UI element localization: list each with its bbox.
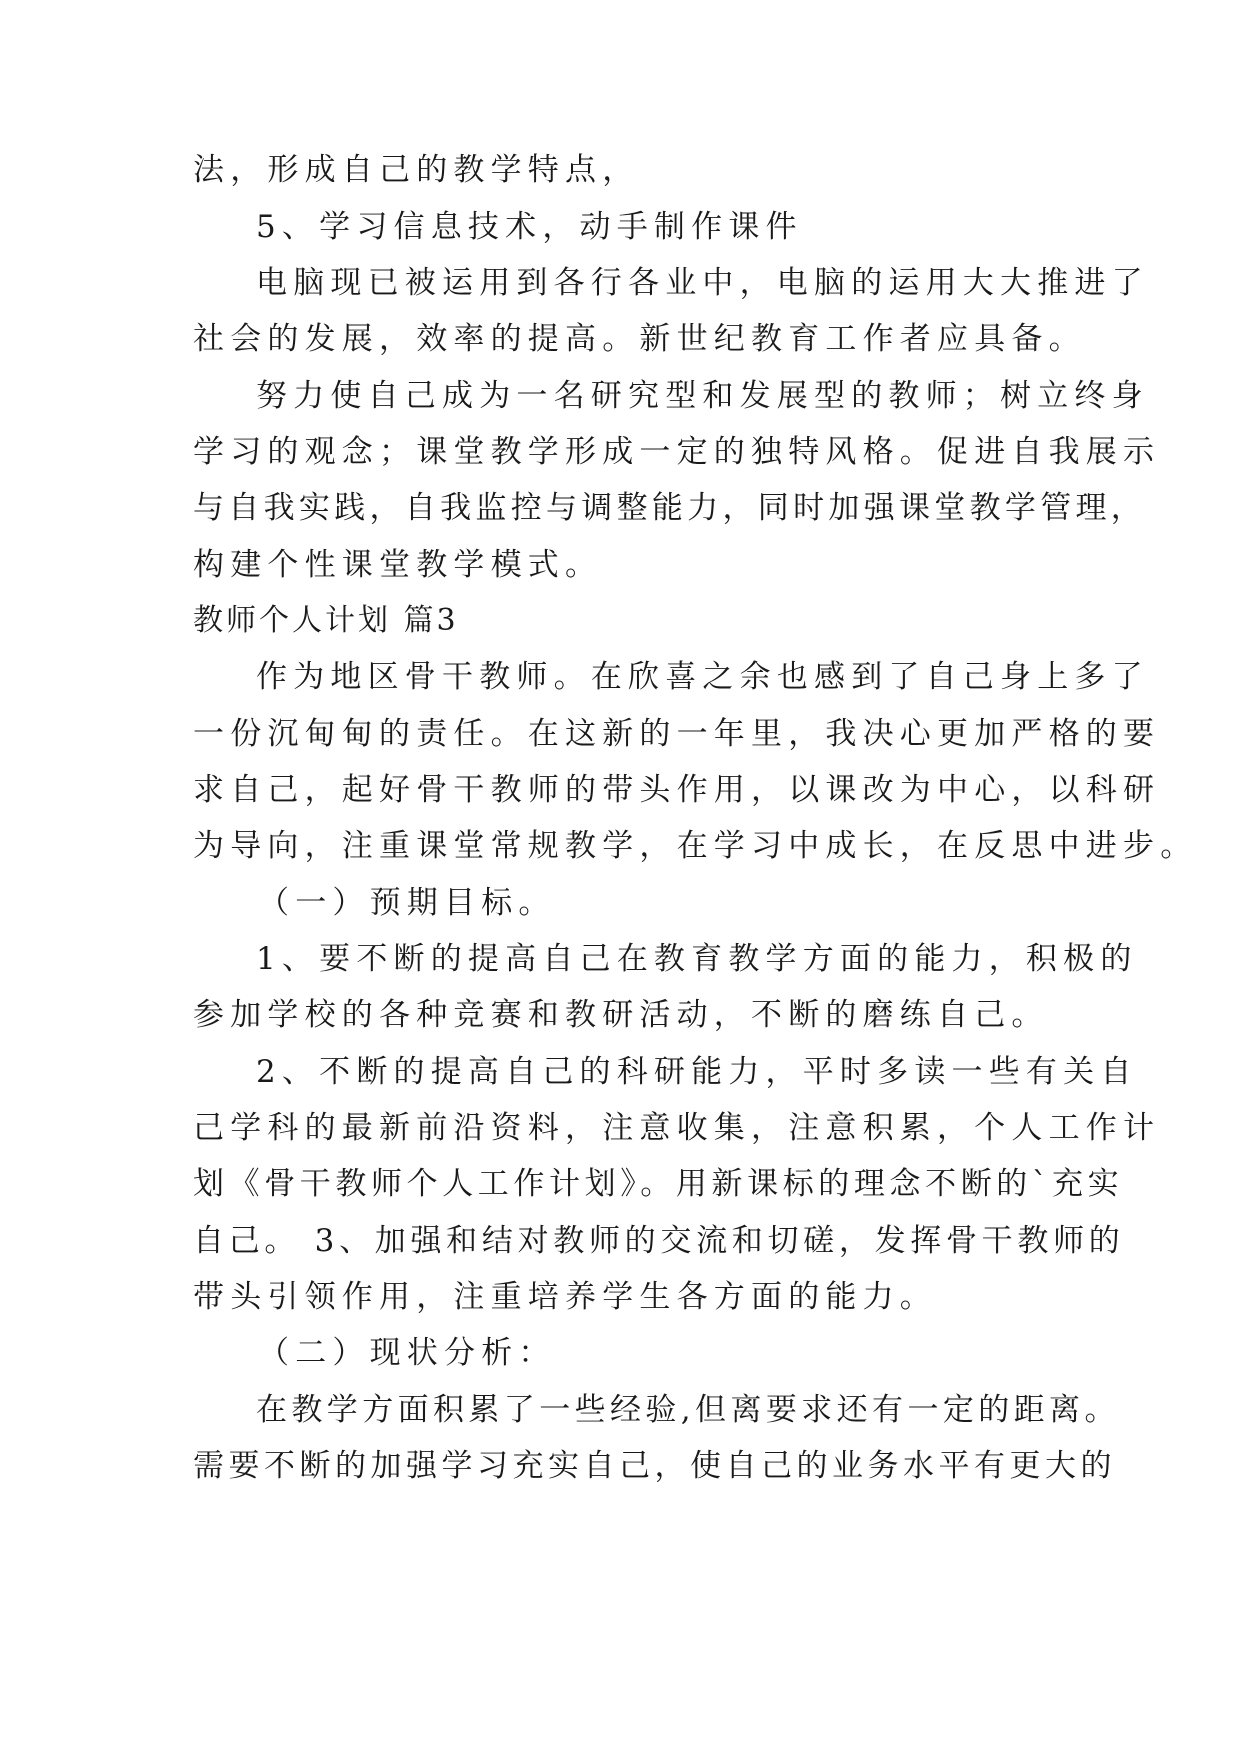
paragraph-line: 为导向，注重课堂常规教学，在学习中成长，在反思中进步。 bbox=[193, 828, 1198, 864]
section-heading: （二）现状分析： bbox=[258, 1335, 556, 1371]
paragraph-line: 电脑现已被运用到各行各业中，电脑的运用大大推进了 bbox=[256, 265, 1149, 301]
paragraph-line: 作为地区骨干教师。在欣喜之余也感到了自己身上多了 bbox=[256, 659, 1149, 695]
paragraph-line: 学习的观念；课堂教学形成一定的独特风格。促进自我展示 bbox=[193, 434, 1161, 470]
paragraph-line: 自己。 3、加强和结对教师的交流和切磋，发挥骨干教师的 bbox=[193, 1223, 1125, 1259]
paragraph-line: 法，形成自己的教学特点， bbox=[193, 152, 640, 188]
section-heading: 5、学习信息技术，动手制作课件 bbox=[256, 209, 803, 245]
paragraph-line: 一份沉甸甸的责任。在这新的一年里，我决心更加严格的要 bbox=[193, 716, 1161, 752]
paragraph-line: 己学科的最新前沿资料，注意收集，注意积累，个人工作计 bbox=[193, 1110, 1161, 1146]
paragraph-line: 努力使自己成为一名研究型和发展型的教师；树立终身 bbox=[256, 378, 1149, 414]
paragraph-line: 在教学方面积累了一些经验,但离要求还有一定的距离。 bbox=[256, 1392, 1120, 1428]
paragraph-line: 2、不断的提高自己的科研能力，平时多读一些有关自 bbox=[256, 1054, 1138, 1090]
paragraph-line: 构建个性课堂教学模式。 bbox=[193, 547, 603, 583]
paragraph-line: 带头引领作用，注重培养学生各方面的能力。 bbox=[193, 1279, 937, 1315]
paragraph-line: 划《骨干教师个人工作计划》。用新课标的理念不断的`充实 bbox=[193, 1166, 1124, 1202]
section-heading: （一）预期目标。 bbox=[258, 885, 556, 921]
document-heading: 教师个人计划 篇3 bbox=[193, 603, 459, 638]
paragraph-line: 社会的发展，效率的提高。新世纪教育工作者应具备。 bbox=[193, 321, 1086, 357]
paragraph-line: 与自我实践，自我监控与调整能力，同时加强课堂教学管理， bbox=[193, 490, 1147, 526]
paragraph-line: 1、要不断的提高自己在教育教学方面的能力，积极的 bbox=[256, 941, 1138, 977]
paragraph-line: 需要不断的加强学习充实自己，使自己的业务水平有更大的 bbox=[193, 1448, 1116, 1484]
paragraph-line: 求自己，起好骨干教师的带头作用，以课改为中心，以科研 bbox=[193, 772, 1161, 808]
paragraph-line: 参加学校的各种竞赛和教研活动，不断的磨练自己。 bbox=[193, 997, 1049, 1033]
